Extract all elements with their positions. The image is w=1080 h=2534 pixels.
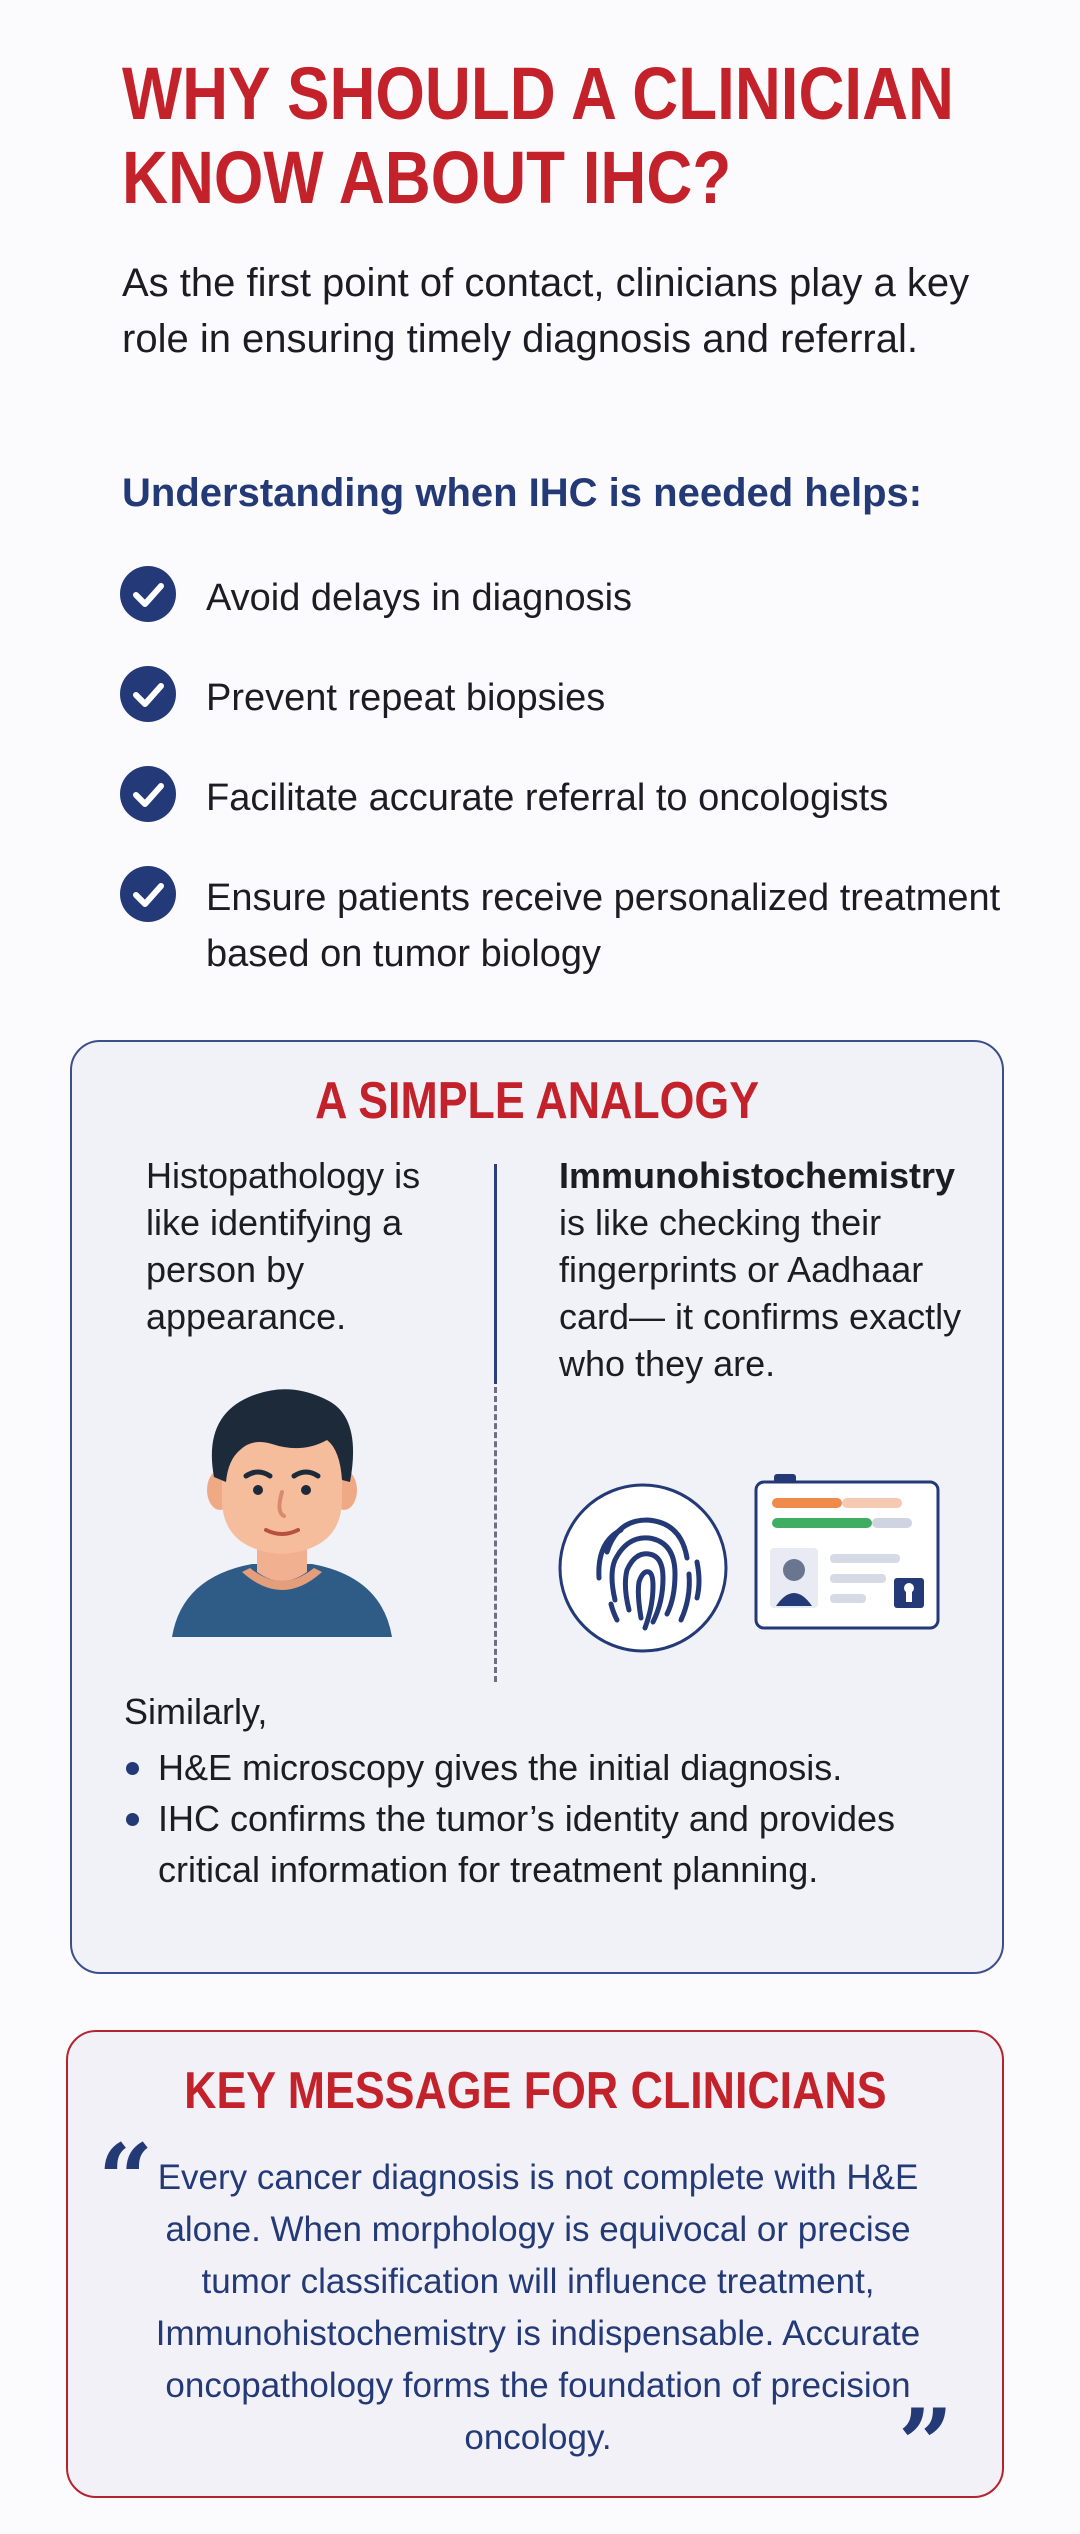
key-message-box	[66, 2030, 1004, 2501]
analogy-box	[70, 1040, 1004, 1974]
key-message-title	[68, 2060, 1002, 2122]
list-item-label: Ensure patients receive personalized treatment based on tumor biology	[206, 877, 1001, 975]
histopathology-text: Histopathology is like identifying a person by appearance.	[146, 1155, 421, 1337]
ihc-column	[559, 1152, 979, 1387]
analogy-title-text: A SIMPLE ANALOGY	[315, 1072, 759, 1130]
list-item: H&E microscopy gives the initial diagnosis.	[124, 1742, 974, 1793]
fingerprint-icon	[557, 1482, 729, 1659]
key-message-title-text: KEY MESSAGE FOR CLINICIANS	[183, 2062, 887, 2120]
checkmark-icon	[120, 866, 176, 922]
list-item-label: Prevent repeat biopsies	[206, 677, 606, 719]
open-quote-icon: “	[98, 2123, 154, 2236]
id-card-icon	[752, 1472, 942, 1637]
ihc-text: is like checking their fingerprints or Aadhaar card— it confirms exactly who they are.	[559, 1202, 962, 1384]
analogy-title	[72, 1070, 1002, 1132]
intro-paragraph: As the first point of contact, clinicians play a key role in ensuring timely diagnosis and referral.	[122, 261, 970, 361]
checkmark-icon	[120, 666, 176, 722]
similarly-label: Similarly,	[124, 1691, 268, 1732]
list-item-label: Avoid delays in diagnosis	[206, 577, 633, 619]
close-quote-icon: ”	[898, 2388, 954, 2501]
key-message-text: Every cancer diagnosis is not complete with H&E alone. When morphology is equivocal or precise tumor classification will influence treatment, Immunohistochemistry is indispensable. Accurate oncopathology forms the foundation of precision oncology.	[155, 2158, 921, 2457]
page-title: WHY SHOULD A CLINICIAN KNOW ABOUT IHC?	[122, 52, 955, 219]
ihc-heading: Immunohistochemistry	[559, 1155, 956, 1196]
list-item: IHC confirms the tumor’s identity and provides critical information for treatment planning.	[124, 1793, 974, 1895]
list-item-label: Facilitate accurate referral to oncologists	[206, 777, 889, 819]
needs-heading: Understanding when IHC is needed helps:	[122, 471, 923, 515]
checkmark-icon	[120, 566, 176, 622]
column-divider-dashed	[494, 1387, 497, 1682]
similarly-bullets	[124, 1742, 974, 1895]
column-divider	[494, 1164, 497, 1384]
person-icon	[162, 1372, 402, 1647]
checkmark-icon	[120, 766, 176, 822]
